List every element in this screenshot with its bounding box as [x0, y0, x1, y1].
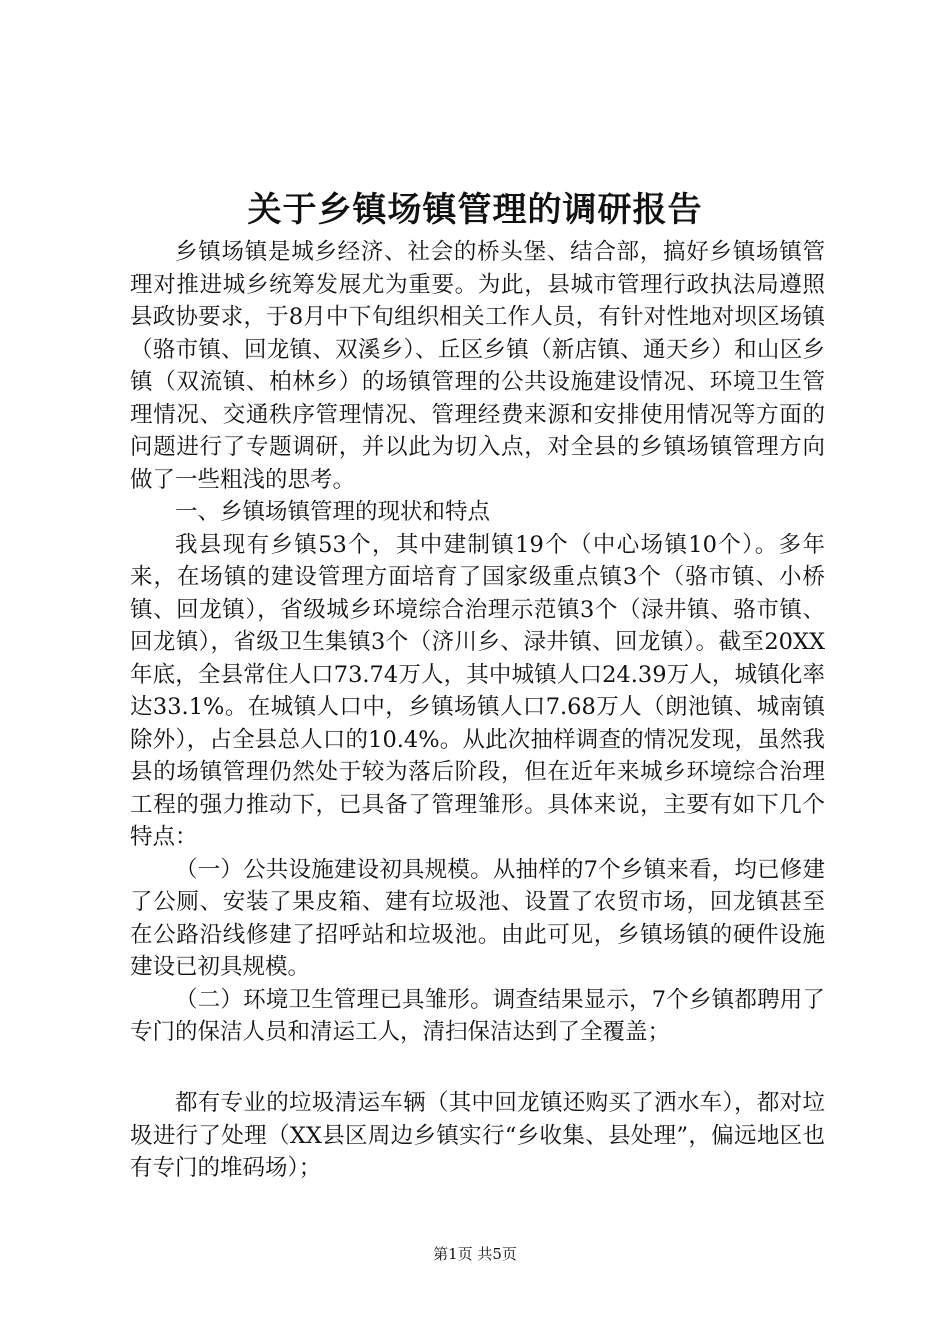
body-block-1	[130, 236, 825, 1049]
body-block-2	[130, 1087, 825, 1185]
paragraph-point-2: （二）环境卫生管理已具雏形。调查结果显示，7个乡镇都聘用了专门的保洁人员和清运工人，清扫保洁达到了全覆盖；	[130, 986, 825, 1045]
page-footer: 第1页 共5页	[433, 1245, 517, 1263]
paragraph-continued: 都有专业的垃圾清运车辆（其中回龙镇还购买了洒水车），都对垃圾进行了处理（XX县区周边乡镇实行“乡收集、县处理”，偏远地区也有专门的堆码场）；	[130, 1090, 825, 1181]
document-title: 关于乡镇场镇管理的调研报告	[247, 190, 703, 230]
section-heading-1: 一、乡镇场镇管理的现状和特点	[175, 499, 491, 525]
paragraph-point-1: （一）公共设施建设初具规模。从抽样的7个乡镇来看，均已修建了公厕、安装了果皮箱、建有垃圾池、设置了农贸市场，回龙镇甚至在公路沿线修建了招呼站和垃圾池。由此可见，乡镇场镇的硬件设施建设已初具规模。	[130, 856, 825, 980]
paragraph-intro: 乡镇场镇是城乡经济、社会的桥头堡、结合部，搞好乡镇场镇管理对推进城乡统筹发展尤为重要。为此，县城市管理行政执法局遵照县政协要求，于8月中下旬组织相关工作人员，有针对性地对坝区场镇（骆市镇、回龙镇、双溪乡）、丘区乡镇（新店镇、通天乡）和山区乡镇（双流镇、柏林乡）的场镇管理的公共设施建设情况、环境卫生管理情况、交通秩序管理情况、管理经费来源和安排使用情况等方面的问题进行了专题调研，并以此为切入点，对全县的乡镇场镇管理方向做了一些粗浅的思考。	[130, 239, 825, 493]
paragraph-status: 我县现有乡镇53个，其中建制镇19个（中心场镇10个）。多年来，在场镇的建设管理方面培育了国家级重点镇3个（骆市镇、小桥镇、回龙镇），省级城乡环境综合治理示范镇3个（渌井镇、骆市镇、回龙镇），省级卫生集镇3个（济川乡、渌井镇、回龙镇）。截至20XX年底，全县常住人口73.74万人，其中城镇人口24.39万人，城镇化率达33.1%。在城镇人口中，乡镇场镇人口7.68万人（朗池镇、城南镇除外），占全县总人口的10.4%。从此次抽样调查的情况发现，虽然我县的场镇管理仍然处于较为落后阶段，但在近年来城乡环境综合治理工程的强力推动下，已具备了管理雏形。具体来说，主要有如下几个特点：	[130, 531, 825, 850]
